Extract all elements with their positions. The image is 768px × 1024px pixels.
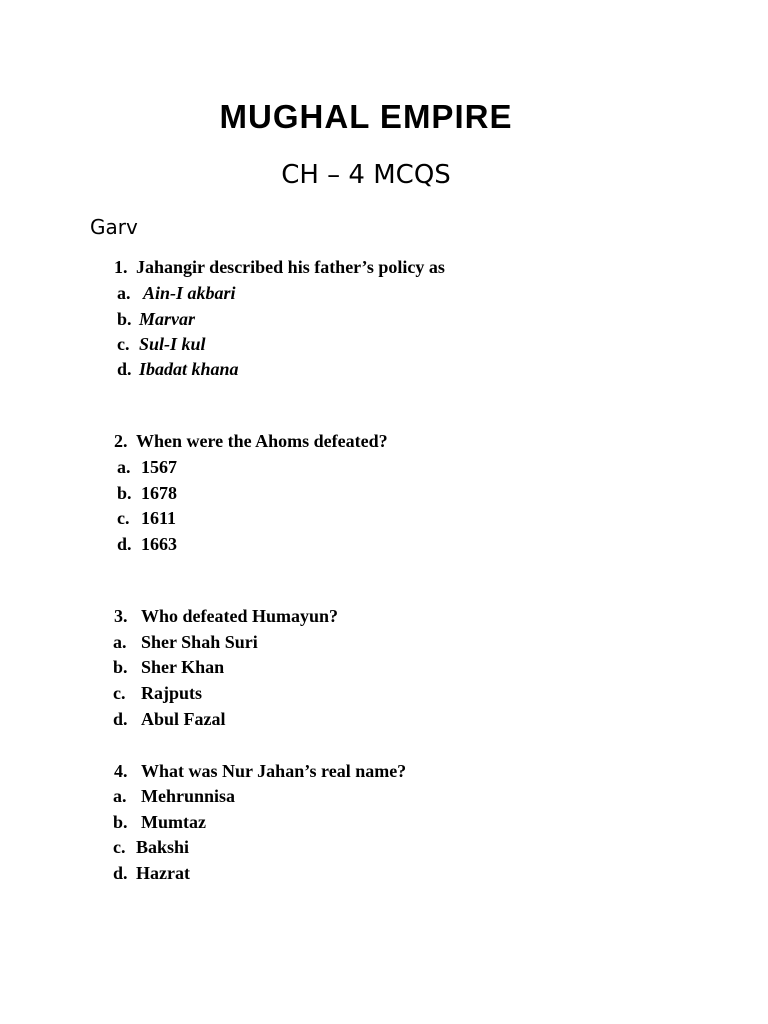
question-3-text: Who defeated Humayun? (141, 606, 339, 626)
option-text: Bakshi (136, 837, 190, 857)
option-text: Mumtaz (141, 812, 206, 832)
option-letter: c. (113, 683, 126, 703)
option-letter: c. (117, 508, 130, 528)
author-name: Garv (90, 215, 138, 239)
document-title: MUGHAL EMPIRE (219, 98, 513, 135)
option-text: Marvar (139, 309, 196, 329)
option-letter: a. (113, 632, 127, 652)
option-letter: a. (117, 457, 131, 477)
option-text: Hazrat (136, 863, 190, 883)
option-text: Sul-I kul (139, 334, 206, 354)
option-text: Abul Fazal (141, 709, 226, 729)
option-letter: c. (117, 334, 130, 354)
option-text: Sher Shah Suri (141, 632, 258, 652)
option-text: Mehrunnisa (141, 786, 236, 806)
option-text: 1567 (141, 457, 177, 477)
question-4-number: 4. (114, 761, 128, 781)
option-text: Sher Khan (141, 657, 225, 677)
option-letter: b. (113, 657, 128, 677)
option-letter: d. (113, 863, 128, 883)
option-letter: d. (117, 534, 132, 554)
question-4-text: What was Nur Jahan’s real name? (141, 761, 407, 781)
option-text: Ibadat khana (139, 359, 239, 379)
option-letter: b. (113, 812, 128, 832)
option-letter: a. (117, 283, 131, 303)
option-letter: b. (117, 309, 132, 329)
option-text: Ain-I akbari (143, 283, 236, 303)
option-letter: c. (113, 837, 126, 857)
question-2-number: 2. (114, 431, 128, 451)
document-subtitle: CH – 4 MCQS (281, 160, 451, 190)
option-letter: d. (113, 709, 128, 729)
option-letter: b. (117, 483, 132, 503)
option-text: 1611 (141, 508, 177, 528)
option-text: Rajputs (141, 683, 203, 703)
option-text: 1678 (141, 483, 177, 503)
option-letter: a. (113, 786, 127, 806)
question-1-text: Jahangir described his father’s policy as (136, 257, 445, 277)
option-letter: d. (117, 359, 132, 379)
option-text: 1663 (141, 534, 177, 554)
question-3-number: 3. (114, 606, 128, 626)
question-1-number: 1. (114, 257, 128, 277)
question-2-text: When were the Ahoms defeated? (136, 431, 388, 451)
